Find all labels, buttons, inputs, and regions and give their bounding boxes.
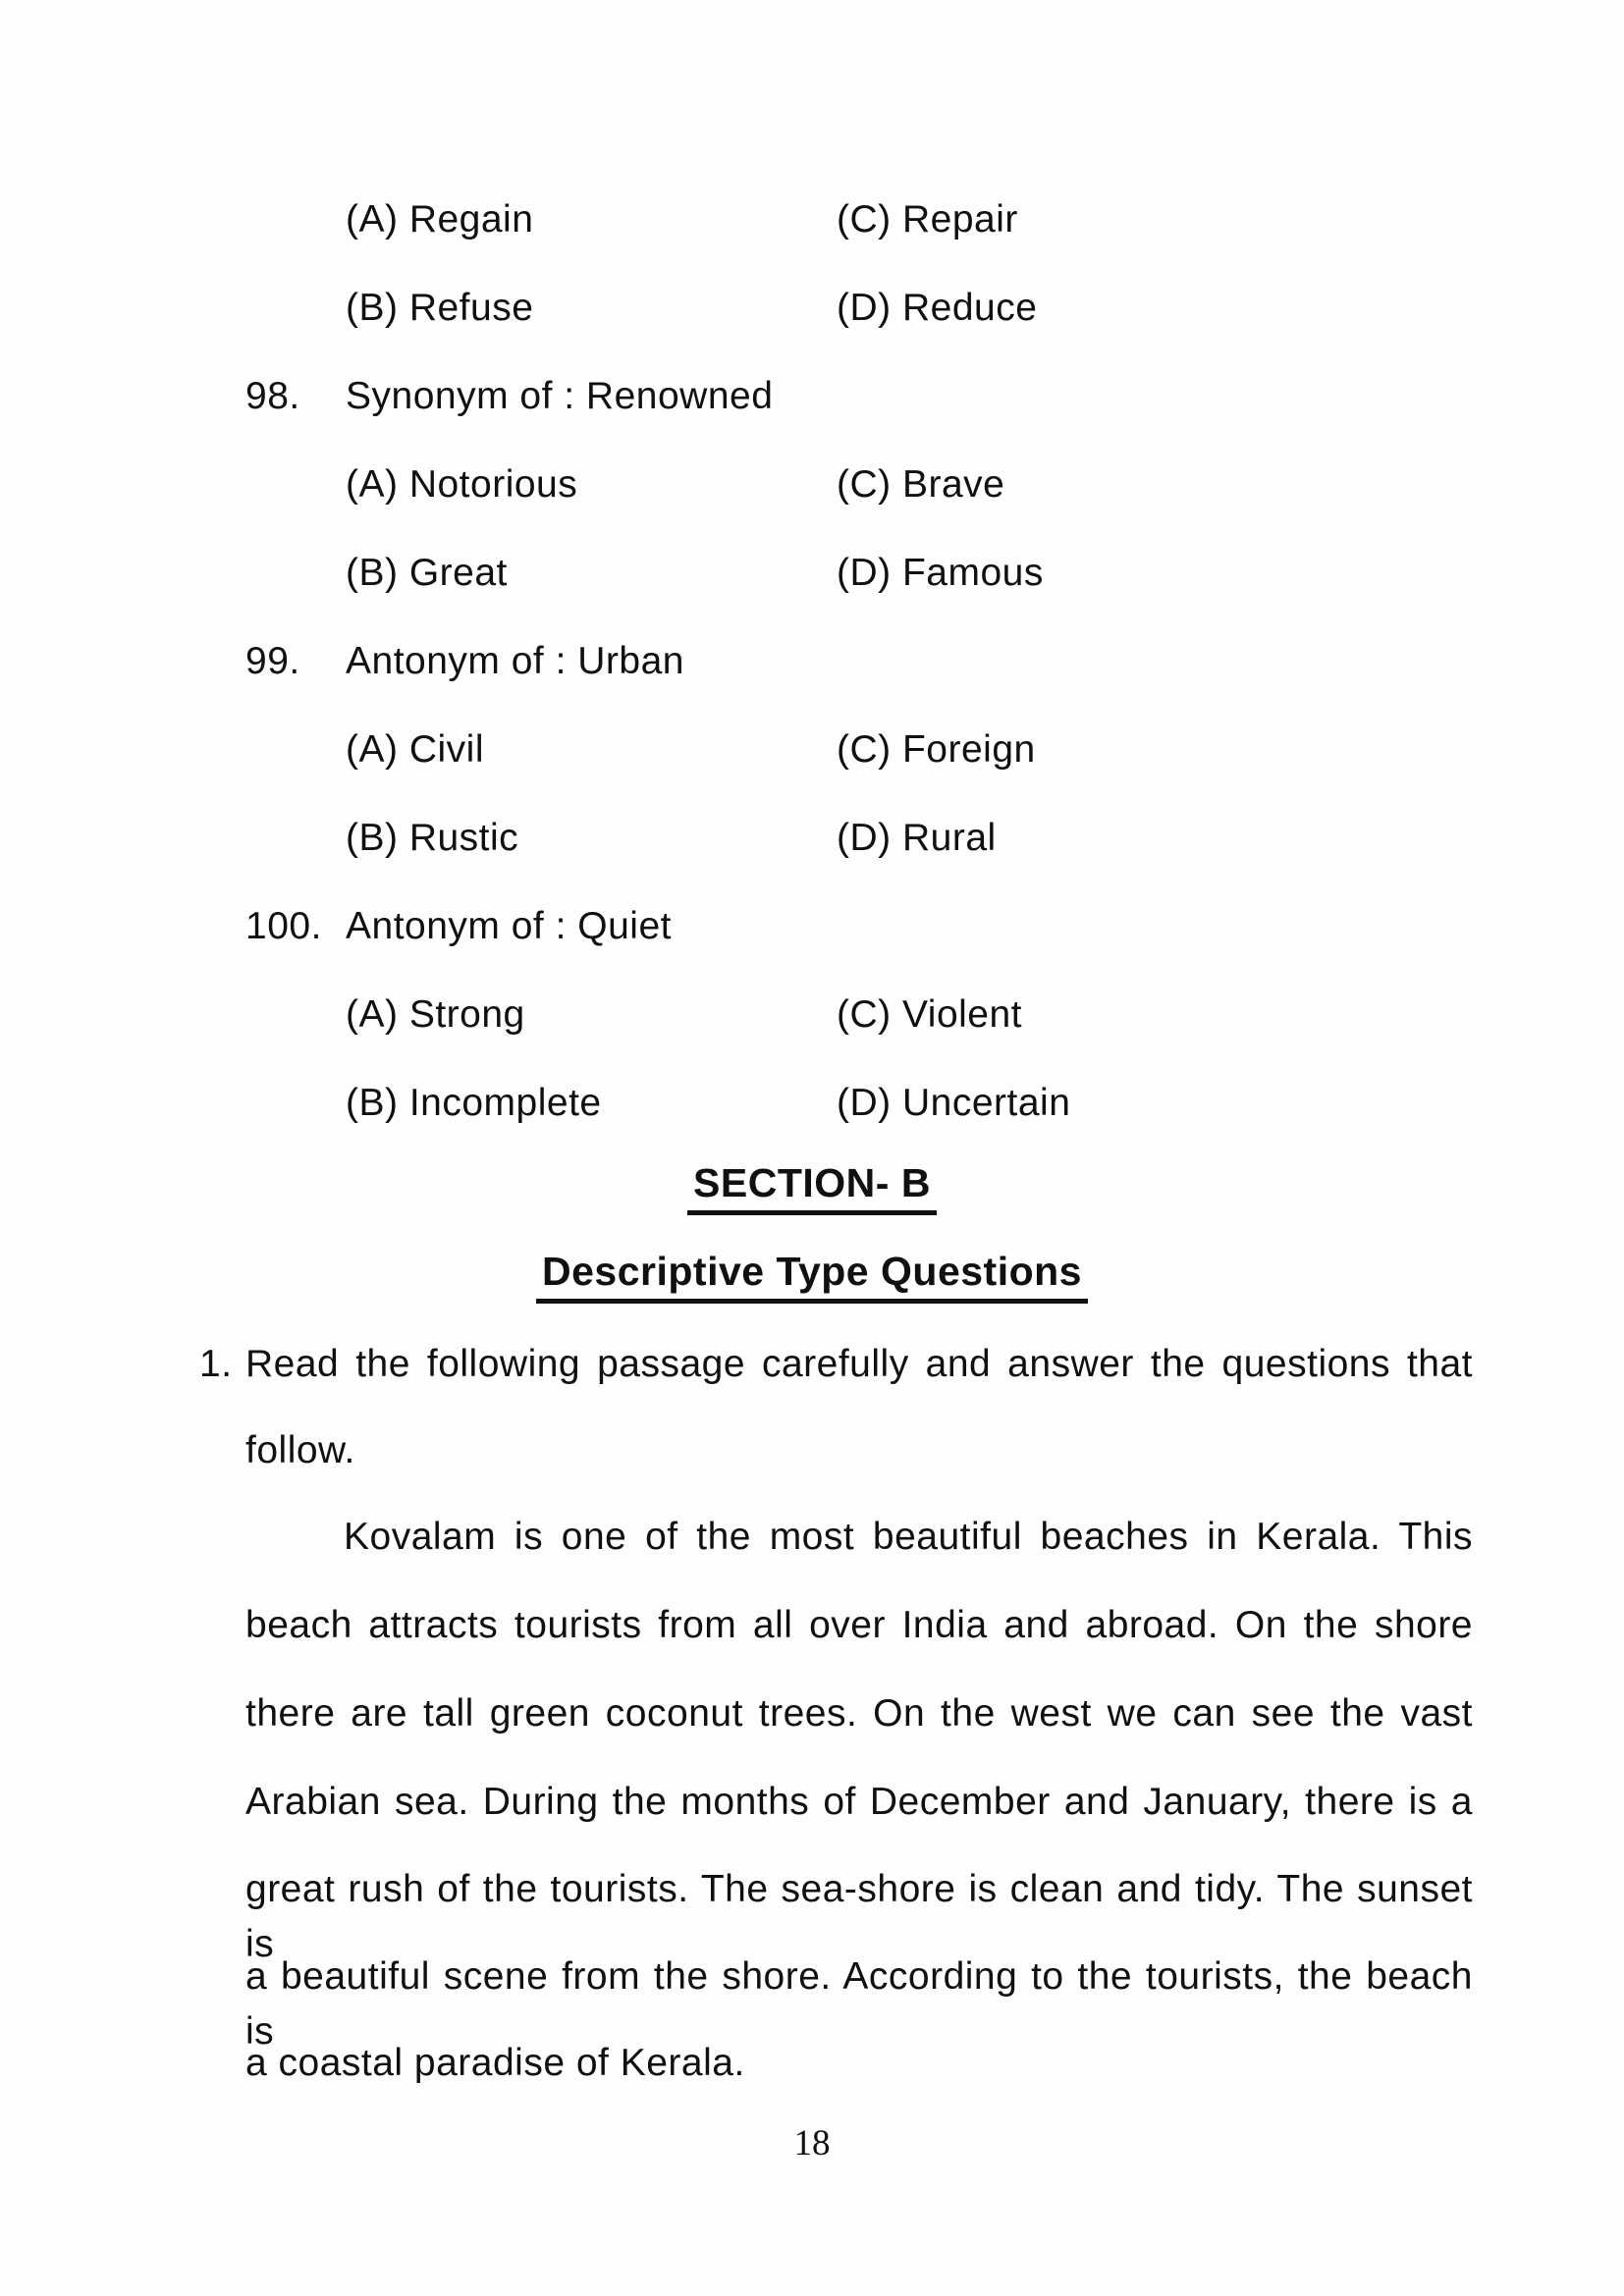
passage-line: Arabian sea. During the months of December and January, there is a xyxy=(245,1781,1473,1823)
option-99-d: (D) Rural xyxy=(837,817,997,859)
option-97-d: (D) Reduce xyxy=(837,287,1038,329)
question-98-stem: Synonym of : Renowned xyxy=(346,375,774,417)
question-100-number: 100. xyxy=(245,905,322,947)
option-98-a: (A) Notorious xyxy=(346,463,578,506)
question-100-stem: Antonym of : Quiet xyxy=(346,905,672,947)
question-99-number: 99. xyxy=(245,640,300,682)
passage-line: great rush of the tourists. The sea-shore is clean and tidy. The sunset is xyxy=(245,1868,1473,1965)
passage-line: a beautiful scene from the shore. According to the tourists, the beach is xyxy=(245,1955,1473,2053)
option-100-a: (A) Strong xyxy=(346,993,525,1036)
passage-line: a coastal paradise of Kerala. xyxy=(245,2042,745,2084)
option-97-c: (C) Repair xyxy=(837,198,1018,240)
page-number: 18 xyxy=(793,2123,831,2163)
option-100-c: (C) Violent xyxy=(837,993,1023,1036)
option-97-a: (A) Regain xyxy=(346,198,534,240)
option-98-b: (B) Great xyxy=(346,552,508,594)
option-98-c: (C) Brave xyxy=(837,463,1005,506)
option-99-b: (B) Rustic xyxy=(346,817,519,859)
passage-line: beach attracts tourists from all over India and abroad. On the shore xyxy=(245,1604,1473,1646)
question-99-stem: Antonym of : Urban xyxy=(346,640,684,682)
option-100-d: (D) Uncertain xyxy=(837,1082,1071,1124)
passage-line: Kovalam is one of the most beautiful beaches in Kerala. This xyxy=(344,1516,1473,1558)
section-b-title: SECTION- B xyxy=(687,1158,937,1215)
section-b-subtitle: Descriptive Type Questions xyxy=(536,1247,1088,1304)
descriptive-q1-number: 1. xyxy=(199,1343,233,1385)
option-99-a: (A) Civil xyxy=(346,728,484,771)
descriptive-q1-intro-line-2: follow. xyxy=(245,1429,355,1471)
passage-line: there are tall green coconut trees. On the west we can see the vast xyxy=(245,1692,1473,1735)
option-98-d: (D) Famous xyxy=(837,552,1044,594)
option-99-c: (C) Foreign xyxy=(837,728,1036,771)
question-98-number: 98. xyxy=(245,375,300,417)
option-100-b: (B) Incomplete xyxy=(346,1082,602,1124)
descriptive-q1-intro-line-1: Read the following passage carefully and answer the questions that xyxy=(245,1343,1473,1385)
option-97-b: (B) Refuse xyxy=(346,287,534,329)
